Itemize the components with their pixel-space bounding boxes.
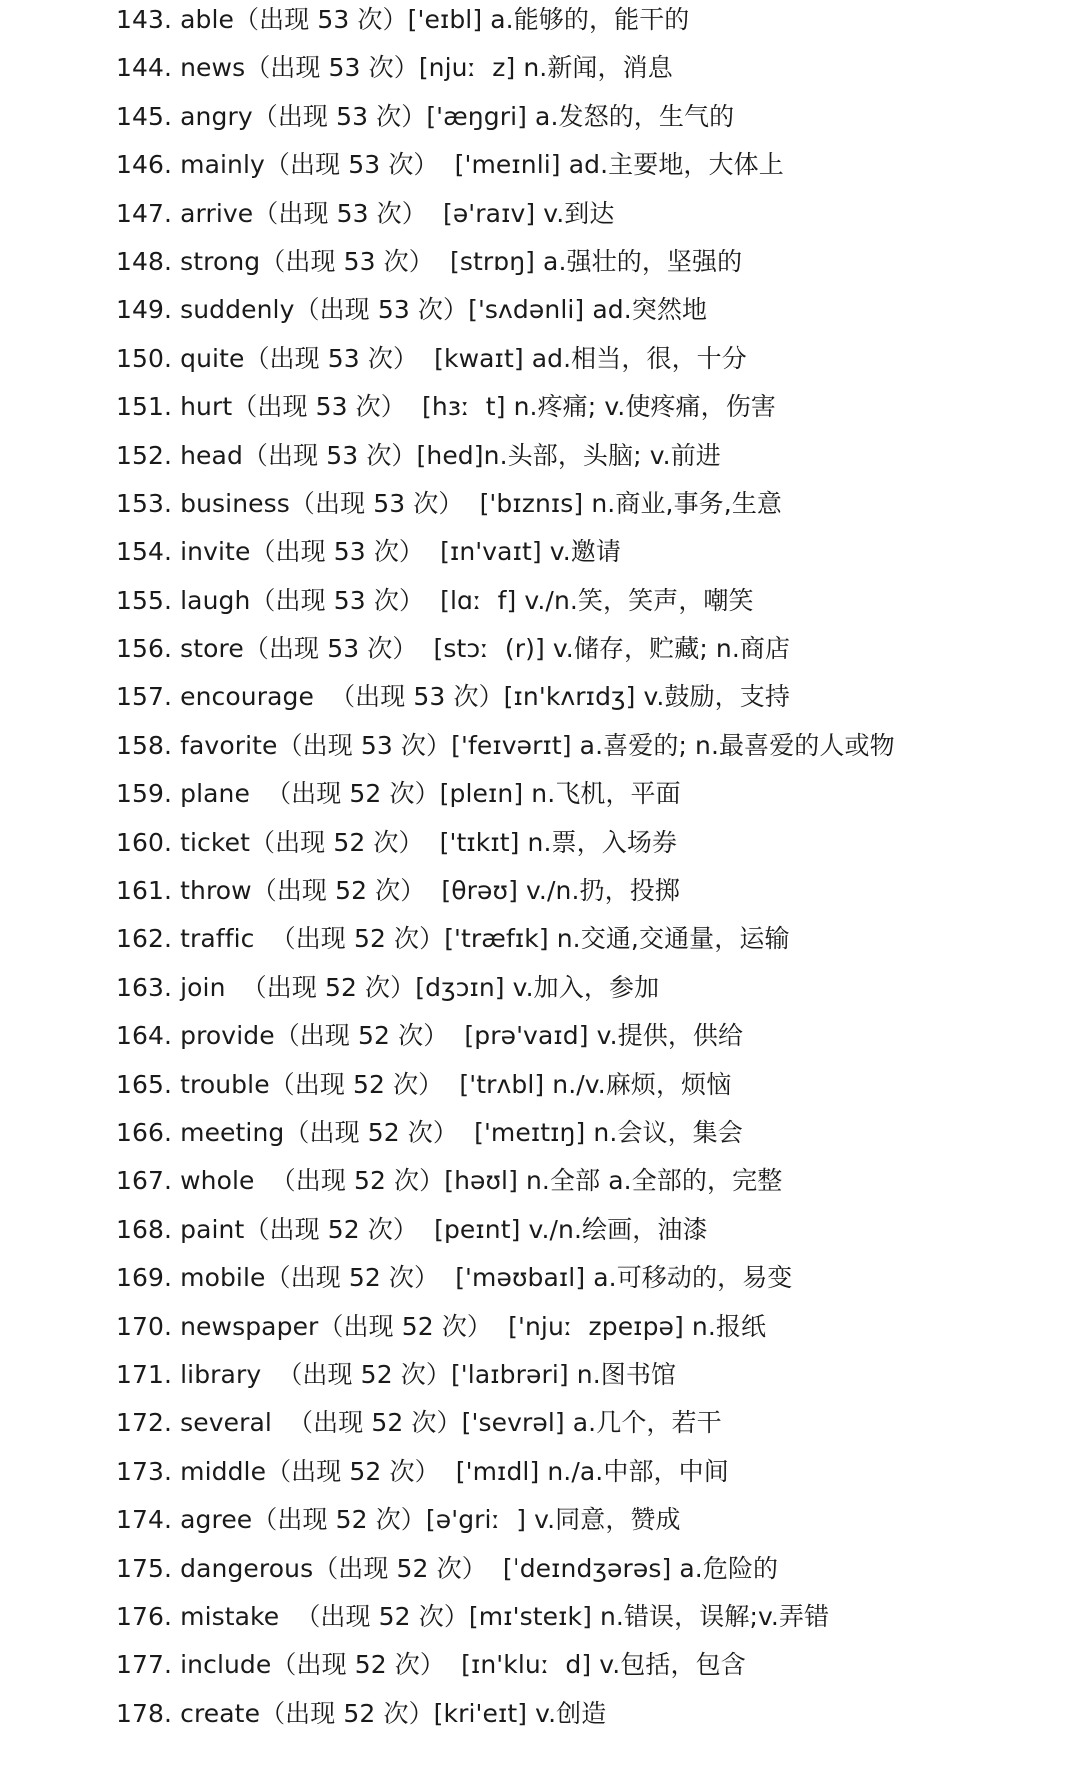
vocabulary-entry: 168. paint（出现 52 次） [peɪnt] v./n.绘画，油漆: [116, 1214, 708, 1244]
vocabulary-entry: 152. head（出现 53 次）[hed]n.头部，头脑; v.前进: [116, 440, 721, 470]
vocabulary-entry: 170. newspaper（出现 52 次） ['njuː zpeɪpə] n.报纸: [116, 1311, 767, 1341]
vocabulary-entry: 151. hurt（出现 53 次） [hɜː t] n.疼痛; v.使疼痛，伤害: [116, 392, 776, 422]
vocabulary-entry: 165. trouble（出现 52 次） ['trʌbl] n./v.麻烦，烦恼: [116, 1069, 732, 1099]
vocabulary-entry: 158. favorite（出现 53 次）['feɪvərɪt] a.喜爱的; n.最喜爱的人或物: [116, 730, 895, 760]
vocabulary-entry: 169. mobile（出现 52 次） ['məʊbaɪl] a.可移动的，易变: [116, 1263, 793, 1293]
vocabulary-entry: 175. dangerous（出现 52 次） [ˈdeɪndʒərəs] a.危险的: [116, 1553, 779, 1583]
vocabulary-entry: 147. arrive（出现 53 次） [ə'raɪv] v.到达: [116, 198, 615, 228]
vocabulary-entry: 166. meeting（出现 52 次） ['meɪtɪŋ] n.会议，集会: [116, 1117, 743, 1147]
vocabulary-entry: 145. angry（出现 53 次）['æŋgri] a.发怒的，生气的: [116, 101, 735, 131]
vocabulary-entry: 155. laugh（出现 53 次） [lɑː f] v./n.笑，笑声，嘲笑: [116, 585, 754, 615]
vocabulary-entry: 178. create（出现 52 次）[kri'eɪt] v.创造: [116, 1698, 607, 1728]
vocabulary-entry: 159. plane （出现 52 次）[pleɪn] n.飞机，平面: [116, 779, 681, 809]
vocabulary-entry: 163. join （出现 52 次）[dʒɔɪn] v.加入，参加: [116, 972, 660, 1002]
vocabulary-entry: 143. able（出现 53 次）['eɪbl] a.能够的，能干的: [116, 5, 690, 34]
vocabulary-list: [116, 0, 1066, 1742]
vocabulary-entry: 161. throw（出现 52 次） [θrəʊ] v./n.扔，投掷: [116, 876, 680, 906]
vocabulary-entry: 162. traffic （出现 52 次）['træfɪk] n.交通,交通量，运输: [116, 924, 790, 954]
vocabulary-entry: 150. quite（出现 53 次） [kwaɪt] ad.相当，很，十分: [116, 343, 747, 373]
vocabulary-entry: 154. invite（出现 53 次） [ɪn'vaɪt] v.邀请: [116, 537, 621, 567]
vocabulary-entry: 153. business（出现 53 次） ['bɪznɪs] n.商业,事务,生意: [116, 488, 783, 518]
vocabulary-entry: 176. mistake （出现 52 次）[mɪ'steɪk] n.错误，误解;v.弄错: [116, 1601, 830, 1631]
vocabulary-entry: 156. store（出现 53 次） [stɔː (r)] v.储存，贮藏; n.商店: [116, 634, 791, 664]
vocabulary-entry: 146. mainly（出现 53 次） ['meɪnli] ad.主要地，大体上: [116, 150, 784, 180]
vocabulary-entry: 144. news（出现 53 次）[njuː z] n.新闻，消息: [116, 53, 673, 83]
vocabulary-entry: 149. suddenly（出现 53 次）['sʌdənli] ad.突然地: [116, 295, 708, 325]
vocabulary-entry: 157. encourage （出现 53 次）[ɪn'kʌrɪdʒ] v.鼓励，支持: [116, 682, 790, 712]
vocabulary-entry: 174. agree（出现 52 次）[ə'griː ] v.同意，赞成: [116, 1505, 681, 1535]
vocabulary-entry: 171. library （出现 52 次）['laɪbrəri] n.图书馆: [116, 1359, 677, 1389]
vocabulary-entry: 172. several （出现 52 次）['sevrəl] a.几个，若干: [116, 1408, 722, 1438]
vocabulary-entry: 173. middle（出现 52 次） ['mɪdl] n./a.中部，中间: [116, 1456, 729, 1486]
vocabulary-entry: 167. whole （出现 52 次）[həʊl] n.全部 a.全部的，完整: [116, 1166, 783, 1196]
vocabulary-entry: 160. ticket（出现 52 次） ['tɪkɪt] n.票，入场券: [116, 827, 678, 857]
vocabulary-entry: 164. provide（出现 52 次） [prə'vaɪd] v.提供，供给: [116, 1021, 744, 1051]
vocabulary-entry: 177. include（出现 52 次） [ɪn'kluː d] v.包括，包含: [116, 1650, 746, 1680]
vocabulary-entry: 148. strong（出现 53 次） [strɒŋ] a.强壮的，坚强的: [116, 246, 743, 276]
